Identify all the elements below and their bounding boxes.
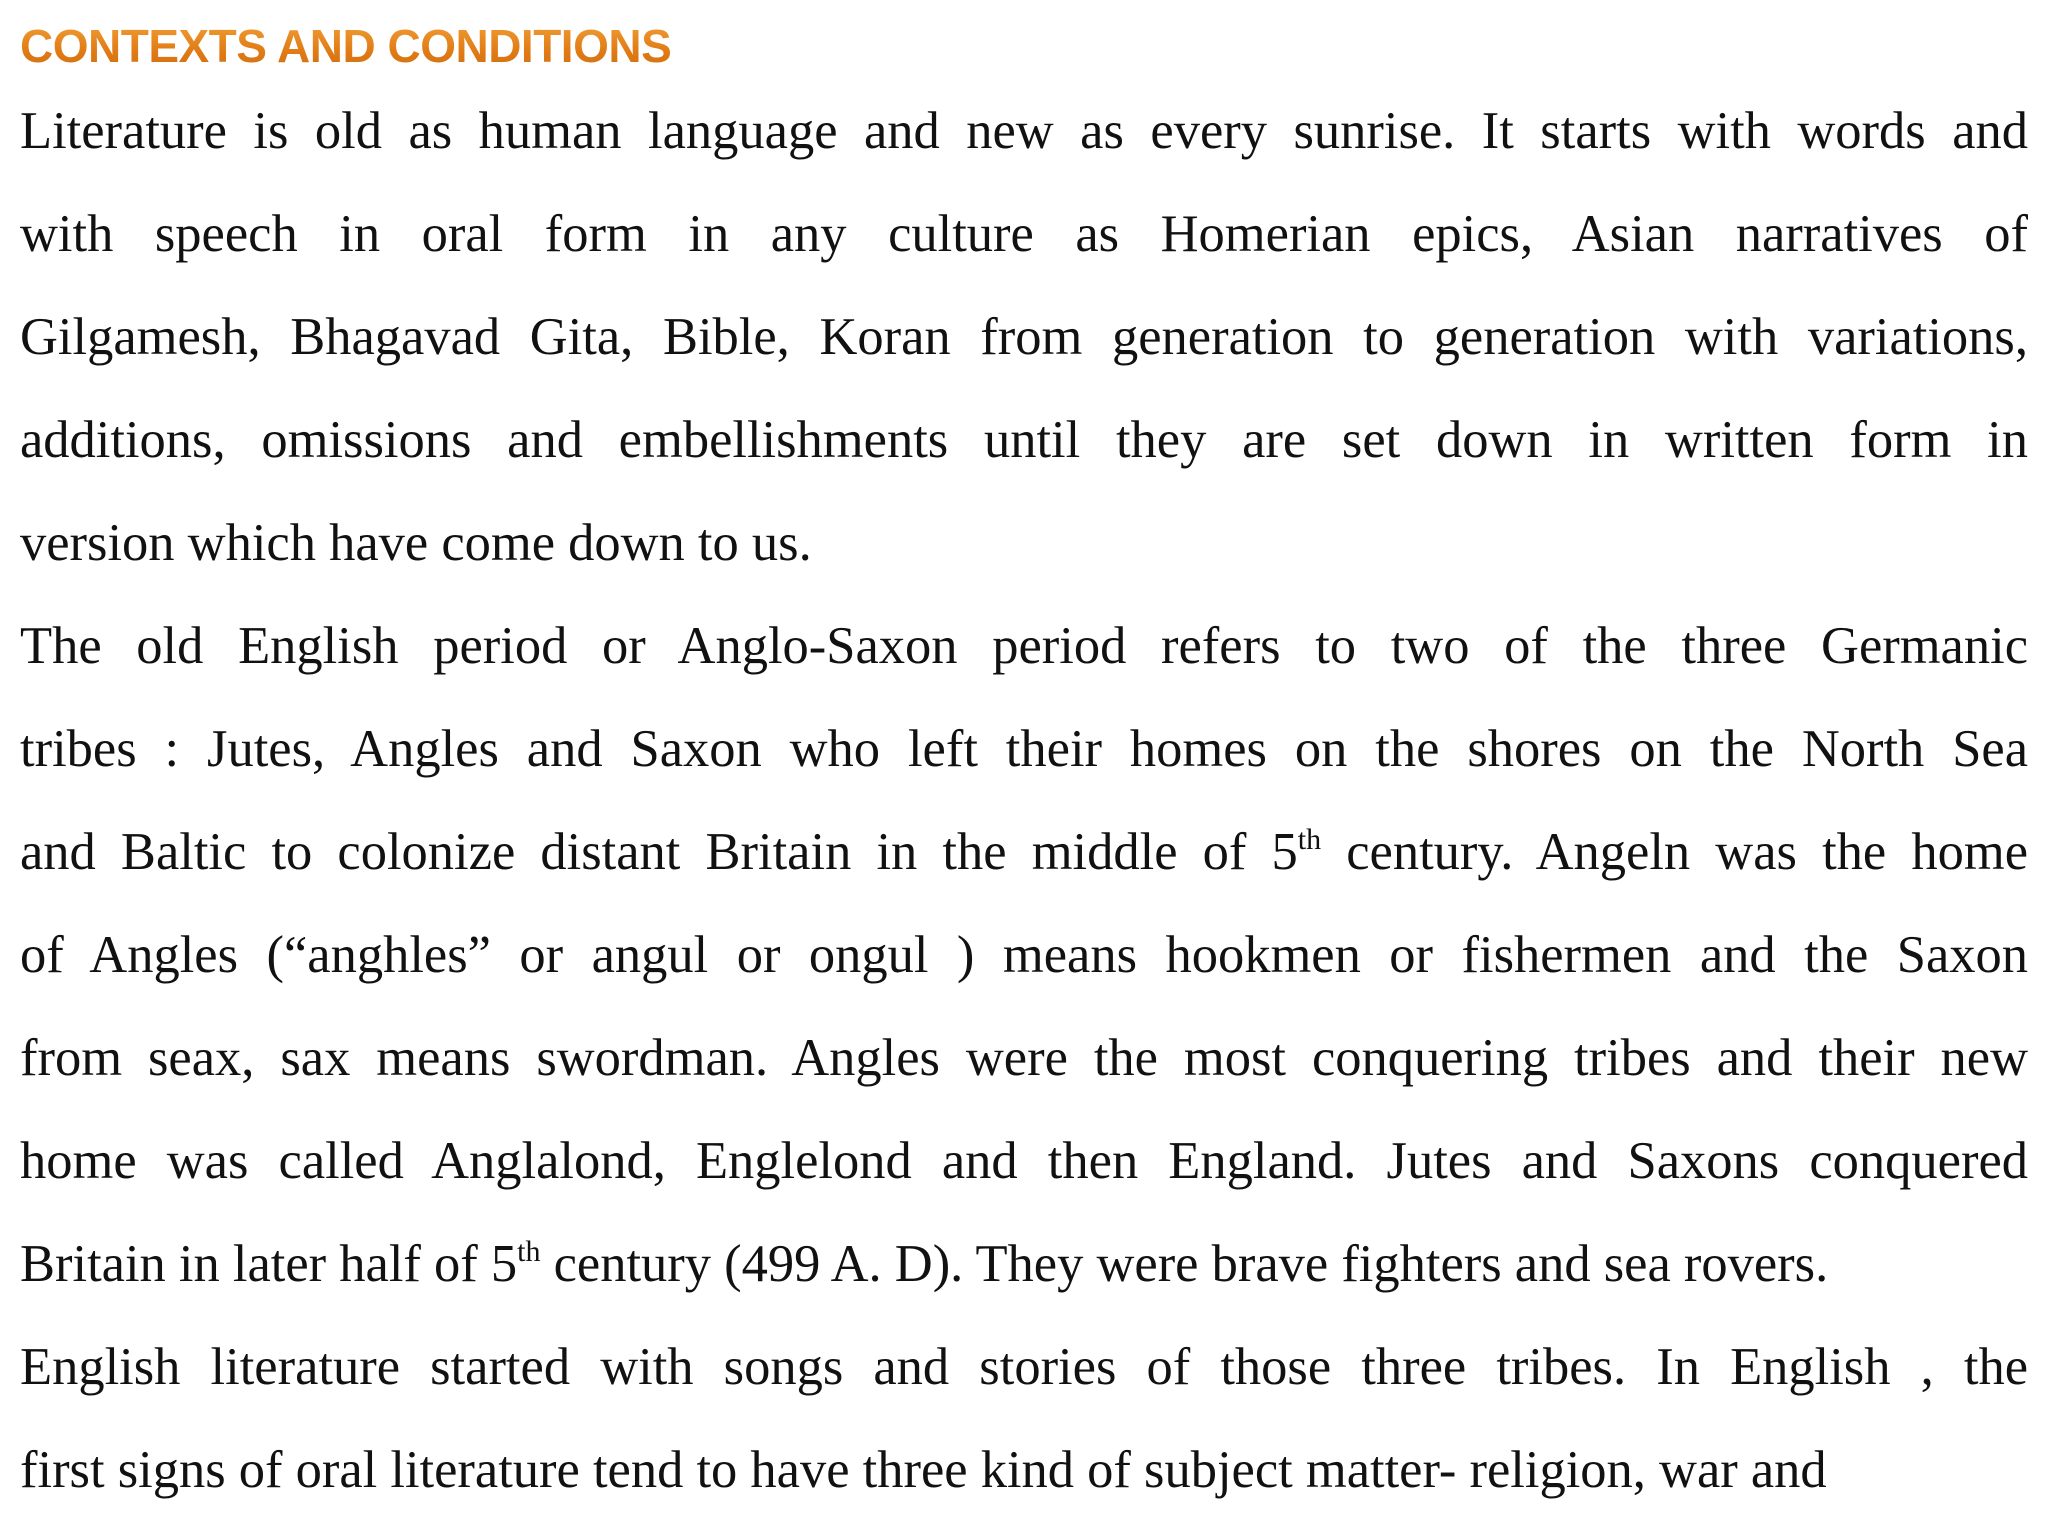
section-heading: CONTEXTS AND CONDITIONS xyxy=(20,18,2028,80)
text-line: with speech in oral form in any culture as Homerian epics, Asian narratives of xyxy=(20,205,2028,263)
text-line: tribes : Jutes, Angles and Saxon who left their homes on the shores on the North Sea xyxy=(20,720,2028,778)
text-segment: Britain in later half of 5 xyxy=(20,1235,518,1293)
text-line: version which have come down to us. xyxy=(20,514,812,572)
text-line: of Angles (“anghles” or angul or ongul ) means hookmen or fishermen and the Saxon xyxy=(20,926,2028,984)
text-line: Literature is old as human language and new as every sunrise. It starts with words and xyxy=(20,102,2028,160)
ordinal-superscript: th xyxy=(517,1235,541,1268)
text-segment: century. Angeln was the home xyxy=(1321,823,2028,881)
text-line: additions, omissions and embellishments until they are set down in written form in xyxy=(20,411,2028,469)
text-line: The old English period or Anglo-Saxon period refers to two of the three Germanic xyxy=(20,617,2028,675)
text-line: home was called Anglalond, Englelond and then England. Jutes and Saxons conquered xyxy=(20,1132,2028,1190)
ordinal-superscript: th xyxy=(1297,823,1322,856)
text-line xyxy=(20,1213,2028,1316)
text-line xyxy=(20,801,2028,904)
text-segment: century (499 A. D). They were brave fighters and sea rovers. xyxy=(540,1235,1829,1293)
body-paragraphs xyxy=(20,80,2028,1522)
text-line: Gilgamesh, Bhagavad Gita, Bible, Koran from generation to generation with variations, xyxy=(20,308,2028,366)
text-segment: and Baltic to colonize distant Britain in the middle of 5 xyxy=(20,823,1298,881)
text-line: from seax, sax means swordman. Angles were the most conquering tribes and their new xyxy=(20,1029,2028,1087)
text-line: English literature started with songs and stories of those three tribes. In English , the xyxy=(20,1338,2028,1396)
text-line: first signs of oral literature tend to have three kind of subject matter- religion, war and xyxy=(20,1441,1827,1499)
